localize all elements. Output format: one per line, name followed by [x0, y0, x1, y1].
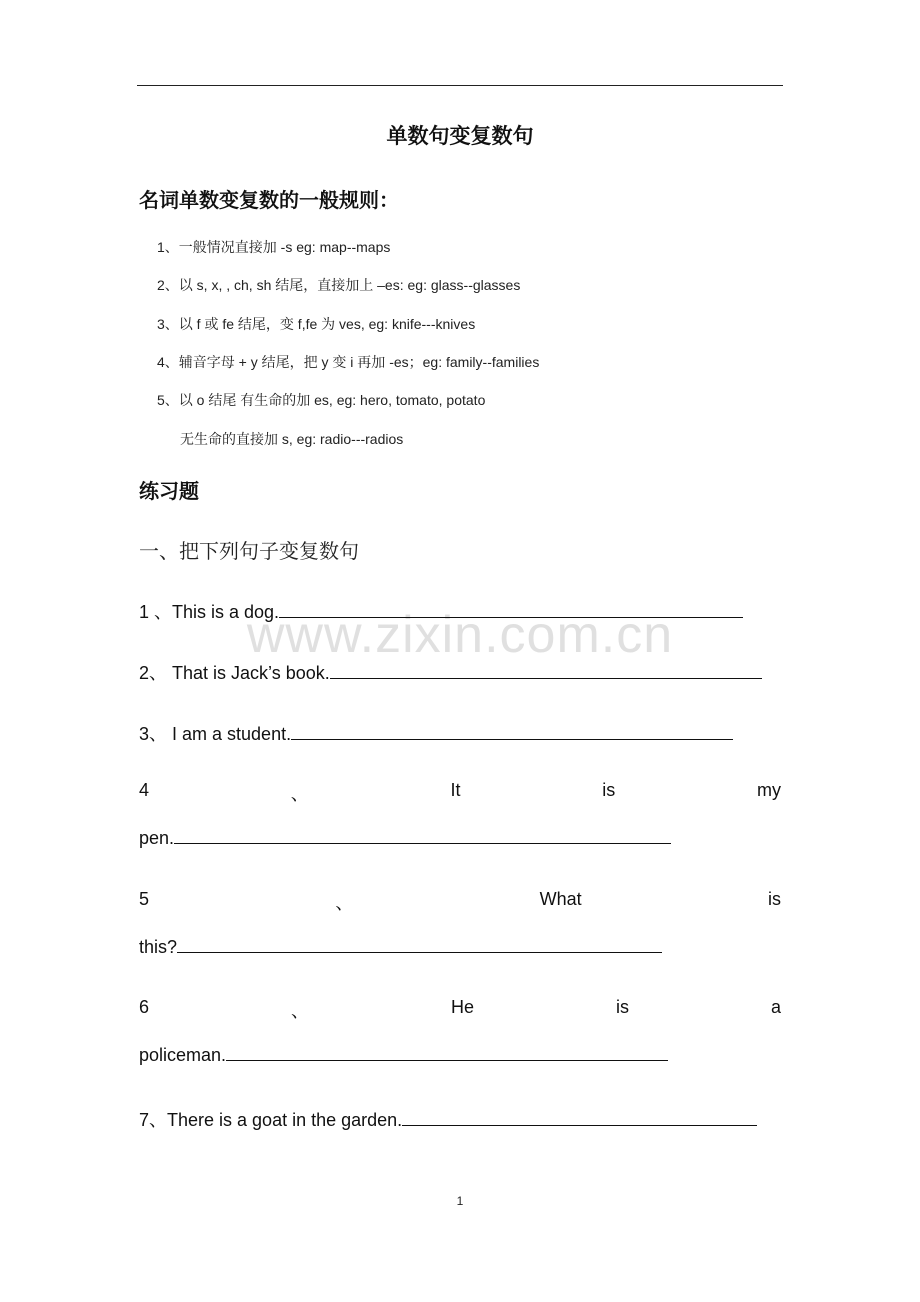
rule-item: 4、辅音字母 + y 结尾，把 y 变 i 再加 -es；eg: family--families [157, 354, 540, 370]
question-6-line2 [139, 1045, 668, 1066]
rule-item: 3、以 f 或 fe 结尾，变 f,fe 为 ves, eg: knife---knives [157, 316, 476, 332]
question-6-continuation: policeman. [139, 1045, 227, 1065]
q4-part: 、 [290, 784, 309, 804]
section-one-heading: 一、把下列句子变复数句 [139, 541, 359, 563]
rule-item: 5、以 o 结尾 有生命的加 es, eg: hero, tomato, potato [157, 392, 486, 408]
watermark: www.zixin.com.cn [246, 606, 674, 664]
q5-part: 、 [335, 893, 354, 913]
answer-line-1[interactable] [279, 616, 743, 618]
question-4-line2 [139, 828, 671, 849]
q6-part: a [770, 997, 781, 1017]
question-2 [139, 659, 762, 685]
question-3-text: 3、 I am a student. [139, 724, 292, 744]
question-7 [139, 1106, 757, 1132]
answer-line-4[interactable] [174, 842, 671, 844]
q6-part: He [450, 997, 474, 1017]
answer-line-7[interactable] [402, 1124, 757, 1126]
q6-part: is [615, 997, 629, 1017]
rule-item: 无生命的直接加 s, eg: radio---radios [180, 431, 404, 447]
exercise-heading: 练习题 [139, 481, 199, 503]
question-7-text: 7、There is a goat in the garden. [139, 1110, 403, 1130]
rule-item: 1、一般情况直接加 -s eg: map--maps [157, 239, 391, 255]
answer-line-3[interactable] [291, 738, 733, 740]
q4-part: 4 [139, 780, 150, 800]
q5-part: What [539, 889, 582, 909]
q4-part: It [450, 780, 461, 800]
header-rule [137, 85, 783, 86]
q6-part: 、 [291, 1001, 309, 1021]
question-2-text: 2、 That is Jack’s book. [139, 663, 330, 683]
question-3 [139, 720, 733, 746]
question-5-line2 [139, 937, 662, 958]
question-4-line1 [139, 780, 781, 806]
rule-item: 2、以 s, x, , ch, sh 结尾，直接加上 –es: eg: glass--glasses [157, 277, 521, 293]
q6-part: 6 [139, 997, 150, 1017]
answer-line-2[interactable] [330, 677, 762, 679]
q4-part: is [602, 780, 616, 800]
question-5-line1 [139, 889, 781, 915]
q5-part: is [767, 889, 781, 909]
rules-heading: 名词单数变复数的一般规则： [139, 190, 399, 212]
question-1 [139, 598, 743, 624]
answer-line-5[interactable] [177, 951, 662, 953]
q4-part: my [756, 780, 781, 800]
answer-line-6[interactable] [226, 1059, 668, 1061]
question-6-line1 [139, 997, 781, 1023]
question-1-text: 1 、This is a dog. [139, 602, 280, 622]
q5-part: 5 [139, 889, 150, 909]
question-5-continuation: this? [139, 937, 178, 957]
question-4-continuation: pen. [139, 828, 175, 848]
page-number: 1 [456, 1194, 464, 1208]
page-title: 单数句变复数句 [386, 125, 534, 148]
